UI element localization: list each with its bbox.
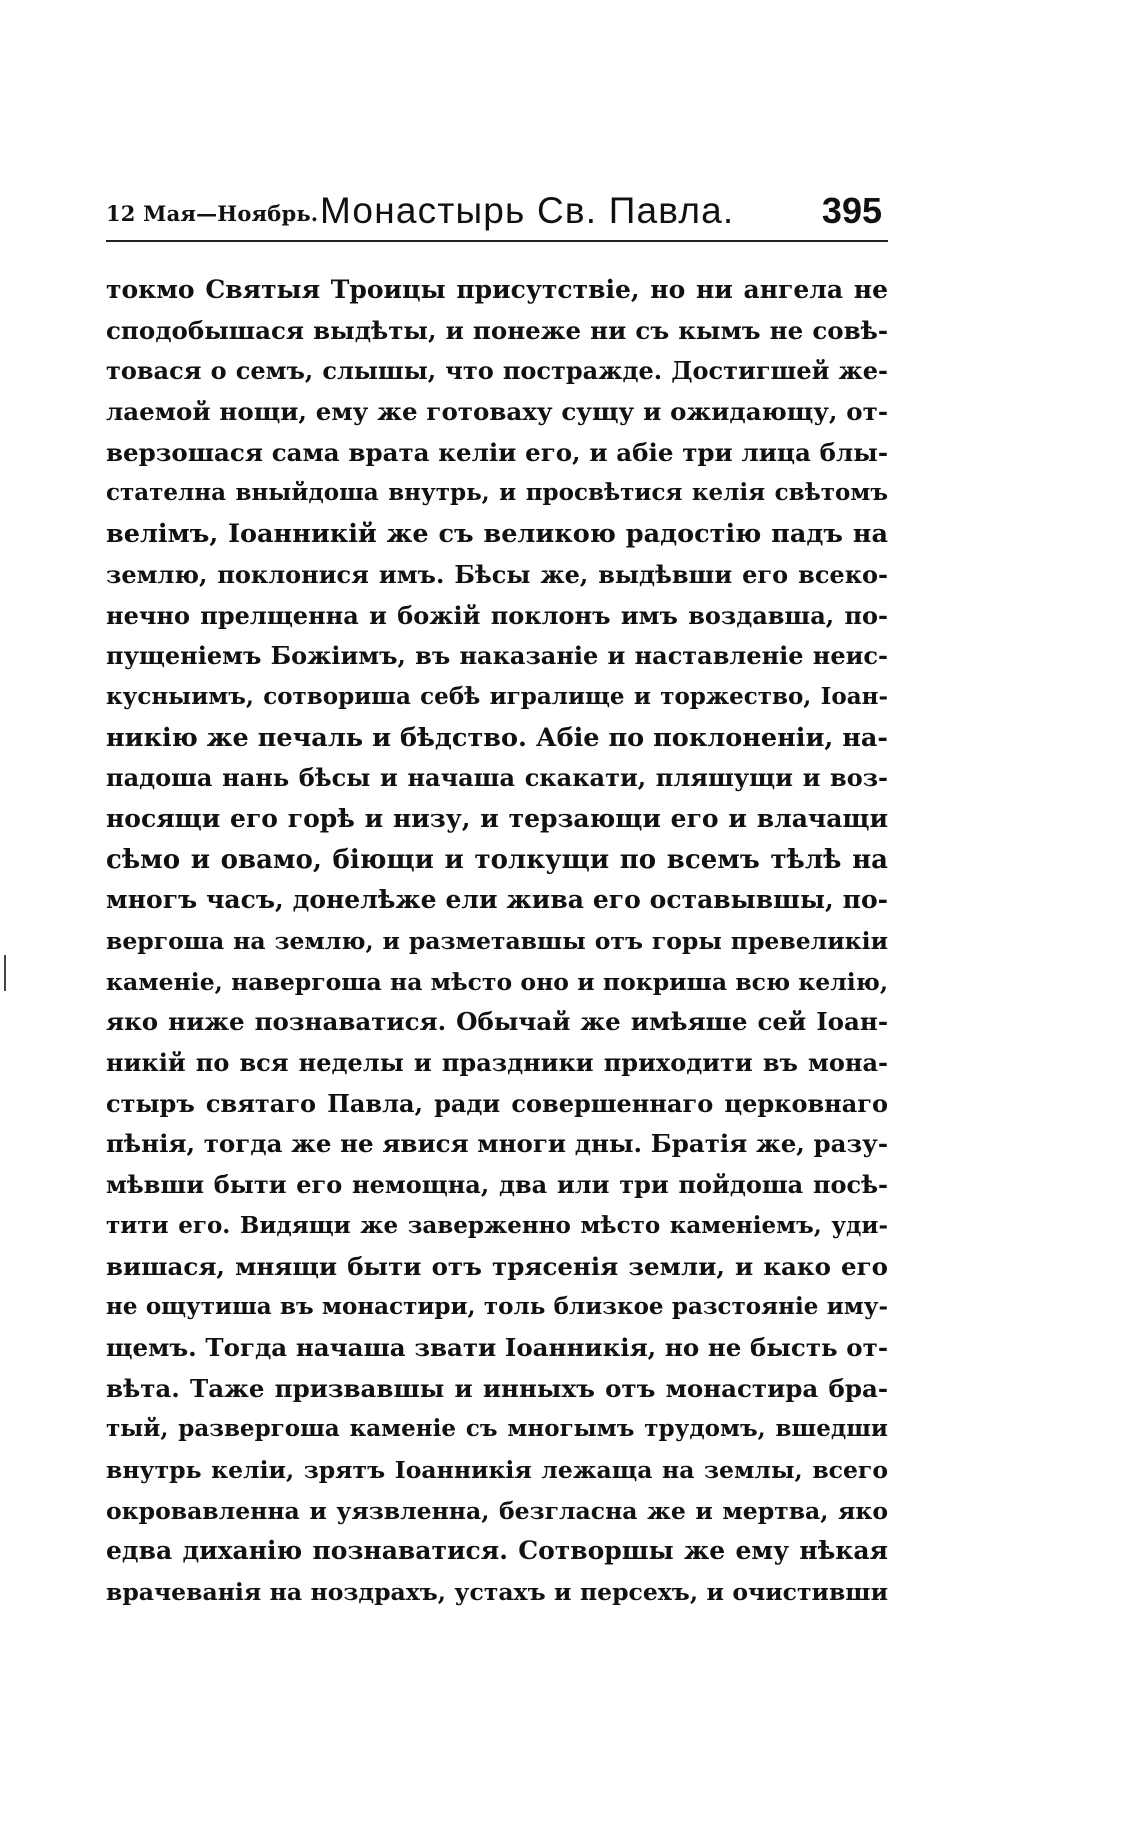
text-line: пѣнія, тогда же не явися многи дны. Братія же, разу-: [106, 1129, 888, 1159]
text-line: многъ часъ, донелѣже ели жива его оставывшы, по-: [106, 885, 888, 915]
text-line: каменіе, навергоша на мѣсто оно и покриша всю келію,: [106, 967, 888, 996]
text-line: окровавленна и уязвленна, безгласна же и мертва, яко: [106, 1496, 888, 1525]
header-rule: [106, 240, 888, 242]
text-line: стыръ святаго Павла, ради совершеннаго церковнаго: [106, 1088, 888, 1118]
text-line: вѣта. Таже призвавшы и инныхъ отъ монастира бра-: [106, 1373, 888, 1403]
running-header: [106, 188, 888, 238]
text-line: сѣмо и овамо, біющи и толкущи по всемъ тѣлѣ на: [106, 844, 888, 875]
scan-edge-mark: [4, 955, 6, 991]
text-line: товася о семъ, слышы, что постражде. Достигшей же-: [106, 356, 888, 386]
page-number: 395: [821, 190, 882, 231]
text-line: носящи его горѣ и низу, и терзающи его и влачащи: [106, 803, 888, 833]
text-line: нечно прелщенна и божій поклонъ имъ воздавша, по-: [106, 600, 888, 630]
body-text: [106, 270, 888, 1613]
text-line: никій по вся неделы и праздники приходити въ мона-: [106, 1048, 888, 1078]
text-line: тый, развергоша каменіе съ многымъ трудомъ, вшедши: [106, 1415, 888, 1443]
text-line: не ощутиша въ монастири, толь близкое разстояніе иму-: [106, 1293, 888, 1321]
text-line: пущеніемъ Божіимъ, въ наказаніе и наставленіе неис-: [106, 641, 888, 671]
text-line: верзошася сама врата келіи его, и абіе три лица блы-: [106, 437, 888, 467]
text-line: врачеванія на ноздрахъ, устахъ и персехъ, и очистивши: [106, 1578, 888, 1606]
text-line: яко ниже познаватися. Обычай же имѣяше сей Іоан-: [106, 1007, 888, 1037]
text-line: лаемой нощи, ему же готоваху сущу и ожидающу, от-: [106, 397, 888, 427]
header-title: Монастырь Св. Павла.: [320, 190, 735, 231]
text-line: падоша нань бѣсы и начаша скакати, пляшущи и воз-: [106, 763, 888, 793]
text-line: кусныимъ, сотвориша себѣ игралище и торжество, Іоан-: [106, 682, 888, 710]
header-date-range: 12 Мая—Ноябрь.: [106, 201, 319, 226]
text-line: вергоша на землю, и разметавшы отъ горы превеликіи: [106, 927, 888, 955]
text-line: едва диханію познаватися. Сотворшы же ему нѣкая: [106, 1536, 888, 1566]
text-line: щемъ. Тогда начаша звати Іоанникія, но не бысть от-: [106, 1332, 888, 1362]
text-line: мѣвши быти его немощна, два или три пойдоша посѣ-: [106, 1170, 888, 1200]
text-line: землю, поклонися имъ. Бѣсы же, выдѣвши его всеко-: [106, 559, 888, 589]
text-line: вишася, мнящи быти отъ трясенія земли, и како его: [106, 1251, 888, 1281]
text-line: токмо Святыя Троицы присутствіе, но ни ангела не: [106, 275, 888, 304]
text-line: стателна вныйдоша внутрь, и просвѣтися келія свѣтомъ: [106, 479, 888, 507]
text-line: велімъ, Іоанникій же съ великою радостію падъ на: [106, 519, 888, 550]
text-line: сподобышася выдѣты, и понеже ни съ кымъ не совѣ-: [106, 315, 888, 345]
text-line: тити его. Видящи же заверженно мѣсто каменіемъ, уди-: [106, 1211, 888, 1239]
text-line: внутрь келіи, зрятъ Іоанникія лежаща на землы, всего: [106, 1455, 888, 1484]
text-line: никію же печаль и бѣдство. Абіе по поклоненіи, на-: [106, 722, 888, 753]
